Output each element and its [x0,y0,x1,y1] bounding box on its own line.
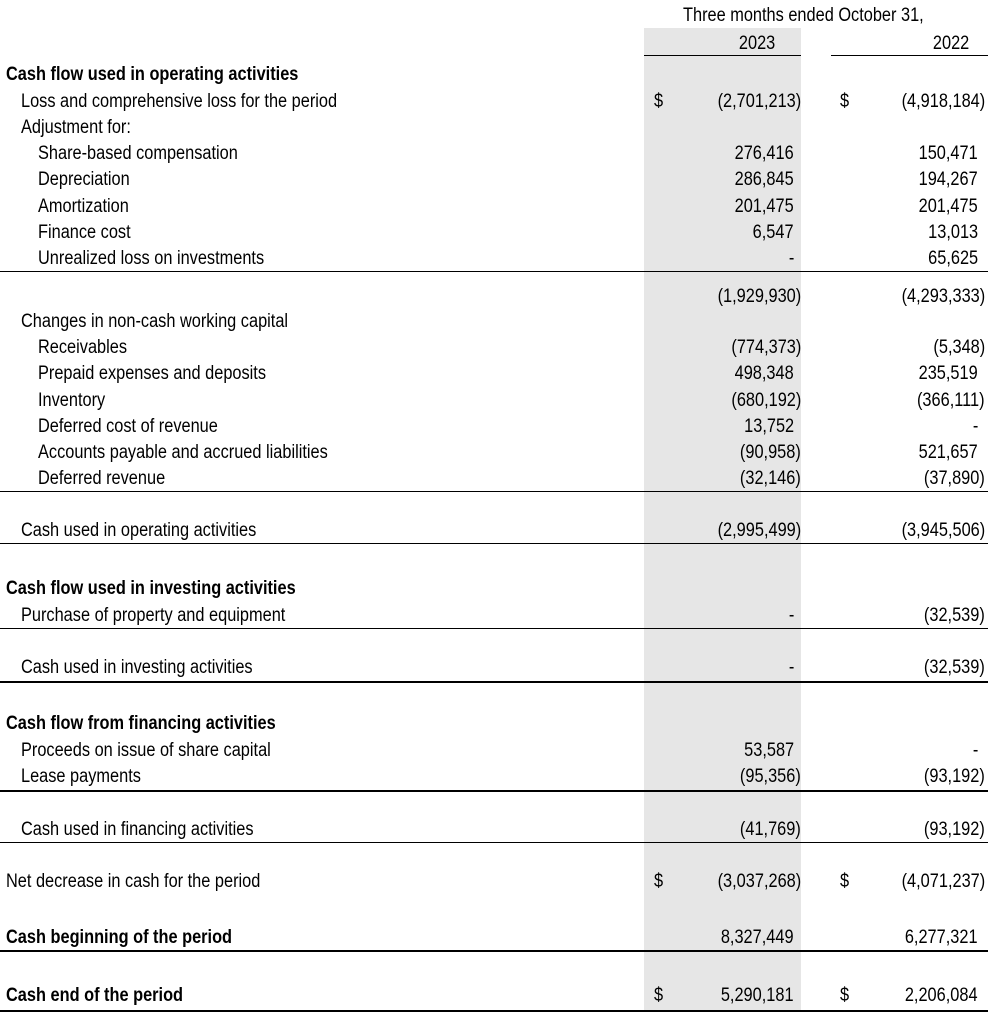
rule-line [0,543,988,544]
row-label: Inventory [38,390,106,411]
value-2022: (4,071,237) [901,871,985,892]
row-label: Deferred revenue [38,468,166,489]
row-label: Lease payments [21,766,141,787]
value-2022: (37,890) [924,468,985,489]
row-label: Receivables [38,337,128,358]
currency-symbol-2022: $ [840,985,850,1006]
value-2023: (2,701,213) [717,91,801,112]
rule-line [0,681,988,683]
value-2022: 201,475 [918,196,978,217]
rule-line [0,790,988,792]
row-label: Purchase of property and equipment [21,605,286,626]
rule-line [0,842,988,843]
row-label: Amortization [38,196,129,217]
row-label: Deferred cost of revenue [38,416,218,437]
value-2023: 498,348 [734,363,794,384]
row-label: Prepaid expenses and deposits [38,363,267,384]
value-2023: 5,290,181 [721,985,794,1006]
rule-line [0,271,988,272]
rule-line [0,950,988,952]
row-label: Adjustment for: [21,117,131,138]
currency-symbol-2022: $ [840,871,850,892]
row-label: Loss and comprehensive loss for the period [21,91,338,112]
row-label: Cash beginning of the period [6,927,233,948]
value-2023: (41,769) [740,819,801,840]
row-label: Cash used in operating activities [21,520,257,541]
value-2023: (774,373) [731,337,801,358]
value-2022: 65,625 [928,248,978,269]
value-2023: (3,037,268) [717,871,801,892]
value-2023: - [788,657,794,678]
value-2023: 13,752 [744,416,794,437]
value-2022: - [972,740,978,761]
value-2022: 2,206,084 [905,985,978,1006]
value-2022: - [972,416,978,437]
value-2023: - [788,605,794,626]
value-2023: (95,356) [740,766,801,787]
value-2023: 286,845 [734,169,794,190]
rule-line [0,628,988,629]
rule-line [0,491,988,492]
column-header-2022: 2022 [932,33,969,54]
value-2023: 6,547 [753,222,794,243]
value-2022: 150,471 [918,143,978,164]
row-label: Cash flow used in operating activities [6,64,299,85]
value-2022: 521,657 [918,442,978,463]
value-2022: 13,013 [928,222,978,243]
value-2023: (90,958) [740,442,801,463]
column-header-2023: 2023 [738,33,775,54]
currency-symbol-2022: $ [840,91,850,112]
row-label: Proceeds on issue of share capital [21,740,271,761]
row-label: Cash used in investing activities [21,657,253,678]
value-2022: (4,918,184) [901,91,985,112]
value-2022: (93,192) [924,766,985,787]
value-2023: 53,587 [744,740,794,761]
value-2022: (4,293,333) [901,286,985,307]
column-header-2023-underline [644,55,801,56]
value-2022: (93,192) [924,819,985,840]
value-2023: 8,327,449 [721,927,794,948]
row-label: Cash used in financing activities [21,819,254,840]
value-2023: 201,475 [734,196,794,217]
value-2023: (1,929,930) [717,286,801,307]
row-label: Net decrease in cash for the period [6,871,261,892]
row-label: Cash end of the period [6,985,184,1006]
currency-symbol-2023: $ [654,871,664,892]
row-label: Cash flow used in investing activities [6,578,296,599]
value-2022: 194,267 [918,169,978,190]
value-2022: 235,519 [918,363,978,384]
value-2023: (32,146) [740,468,801,489]
row-label: Unrealized loss on investments [38,248,265,269]
row-label: Depreciation [38,169,130,190]
value-2022: (32,539) [924,657,985,678]
value-2023: (2,995,499) [717,520,801,541]
value-2022: (3,945,506) [901,520,985,541]
value-2022: (5,348) [933,337,985,358]
row-label: Accounts payable and accrued liabilities [38,442,328,463]
value-2022: (366,111) [917,390,985,411]
value-2023: (680,192) [731,390,801,411]
currency-symbol-2023: $ [654,985,664,1006]
row-label: Finance cost [38,222,131,243]
row-label: Share-based compensation [38,143,238,164]
value-2023: 276,416 [734,143,794,164]
period-title: Three months ended October 31, [683,5,924,26]
row-label: Cash flow from financing activities [6,713,276,734]
value-2022: (32,539) [924,605,985,626]
value-2023: - [788,248,794,269]
value-2022: 6,277,321 [905,927,978,948]
row-label: Changes in non-cash working capital [21,311,289,332]
column-header-2022-underline [831,55,988,56]
currency-symbol-2023: $ [654,91,664,112]
